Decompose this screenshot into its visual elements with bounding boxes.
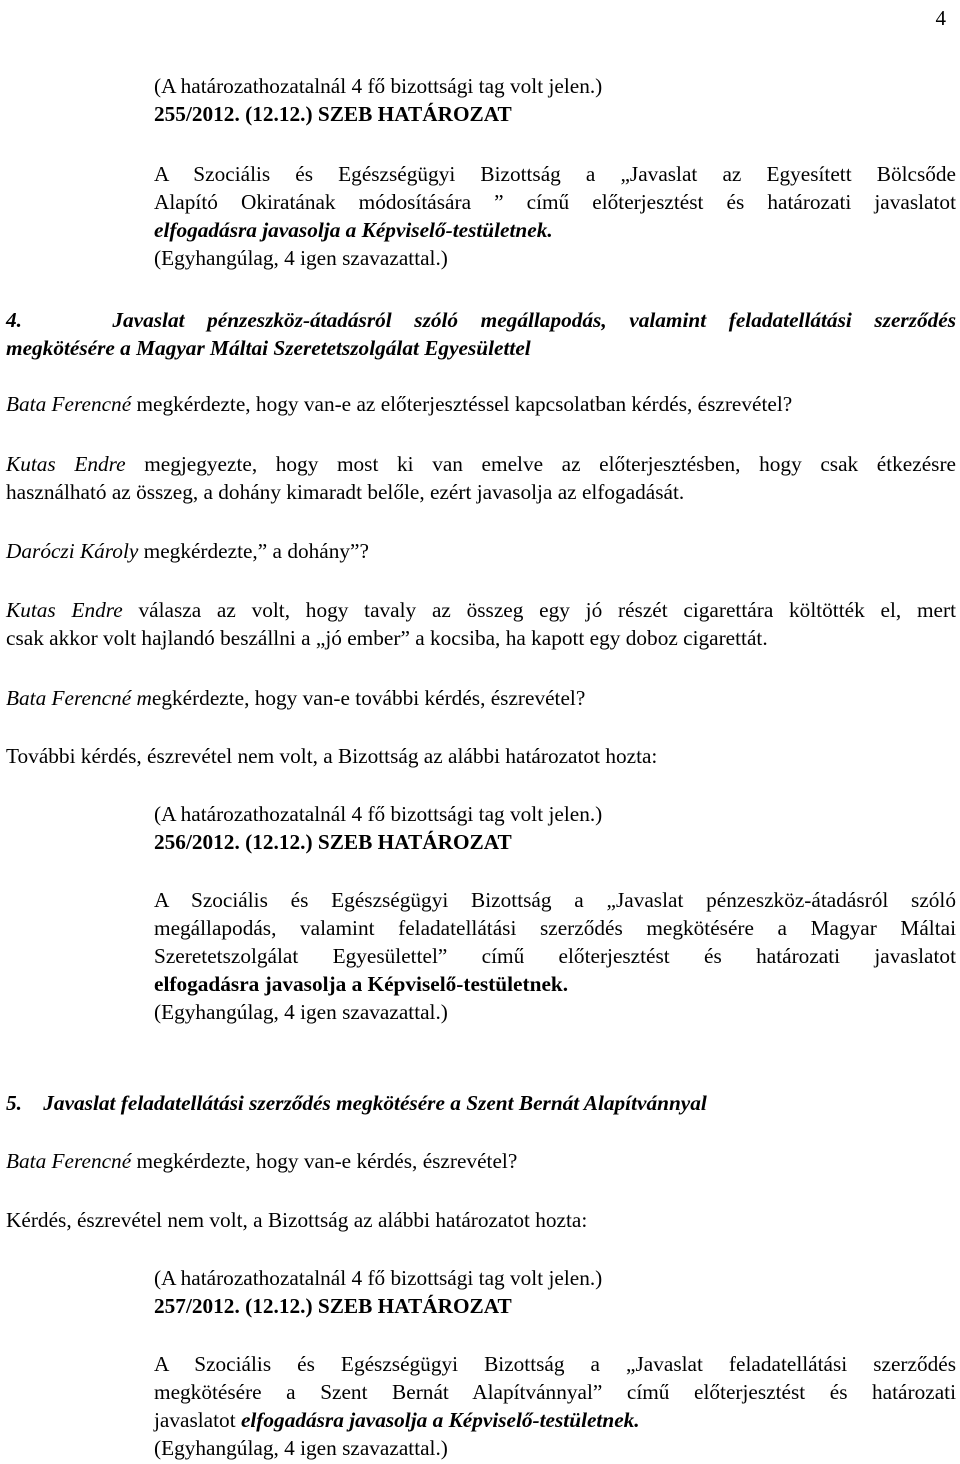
body-line: A Szociális és Egészségügyi Bizottság a „Javaslat az Egyesített Bölcsőde — [154, 162, 956, 186]
section-5-heading — [6, 1089, 956, 1117]
text-span: megkérdezte, hogy van-e az előterjesztéssel kapcsolatban kérdés, észrevétel? — [131, 392, 793, 416]
section-title-line: megkötésére a Magyar Máltai Szeretetszolgálat Egyesülettel — [6, 336, 531, 360]
text-span — [6, 684, 956, 712]
discussion-5 — [6, 684, 956, 712]
discussion-8 — [6, 1206, 956, 1234]
section-4-heading — [6, 306, 956, 362]
text-span: javaslatot — [154, 1408, 241, 1432]
text-span — [6, 537, 956, 565]
body-line: Alapító Okiratának módosítására ” című előterjesztést és határozati javaslatot — [154, 190, 956, 214]
presence-note: (A határozathozatalnál 4 fő bizottsági tag volt jelen.) — [154, 74, 603, 98]
resolution-title: 255/2012. (12.12.) SZEB HATÁROZAT — [154, 102, 512, 126]
speaker-name: Bata Ferencné — [6, 1149, 132, 1173]
text-span — [6, 596, 956, 624]
text-span: Javaslat pénzeszköz-átadásról szóló megállapodás, valamint feladatellátási szerződés — [112, 308, 957, 332]
section-title-line — [6, 1089, 956, 1117]
resolution-title: 257/2012. (12.12.) SZEB HATÁROZAT — [154, 1294, 512, 1318]
body-line — [154, 1406, 956, 1434]
text-span: egkérdezte, hogy van-e további kérdés, észrevétel? — [151, 686, 586, 710]
body-line: A Szociális és Egészségügyi Bizottság a „Javaslat feladatellátási szerződés — [154, 1352, 956, 1376]
section-title-line — [6, 306, 956, 334]
resolution-255 — [154, 72, 956, 128]
text-span: 4. — [6, 308, 22, 332]
vote-note: (Egyhangúlag, 4 igen szavazattal.) — [154, 1000, 448, 1024]
discussion-2 — [6, 450, 956, 506]
discussion-7 — [6, 1147, 956, 1175]
text-span: megkérdezte,” a dohány”? — [138, 539, 369, 563]
text-span — [6, 1147, 956, 1175]
body-line: megkötésére a Szent Bernát Alapítvánnyal” című előterjesztést és határozati — [154, 1380, 956, 1404]
text-span: Javaslat feladatellátási szerződés megkötésére a Szent Bernát Alapítvánnyal — [43, 1091, 707, 1115]
presence-note: (A határozathozatalnál 4 fő bizottsági tag volt jelen.) — [154, 1266, 603, 1290]
resolution-255-body — [154, 160, 956, 272]
resolution-257-body — [154, 1350, 956, 1462]
text-span: elfogadásra javasolja a Képviselő-testületnek. — [240, 1408, 640, 1432]
speaker-name: Kutas Endre — [6, 598, 123, 622]
resolution-256 — [154, 800, 956, 856]
body-line: elfogadásra javasolja a Képviselő-testületnek. — [154, 218, 553, 242]
text-span: További kérdés, észrevétel nem volt, a Bizottság az alábbi határozatot hozta: — [6, 744, 658, 768]
vote-note: (Egyhangúlag, 4 igen szavazattal.) — [154, 1436, 448, 1460]
resolution-257 — [154, 1264, 956, 1320]
discussion-3 — [6, 537, 956, 565]
page-number: 4 — [935, 6, 946, 30]
text-span: válasza az volt, hogy tavaly az összeg egy jó részét cigarettára költötték el, mert — [122, 598, 956, 622]
resolution-title: 256/2012. (12.12.) SZEB HATÁROZAT — [154, 830, 512, 854]
text-span — [6, 450, 956, 478]
text-span: 5. — [6, 1091, 22, 1115]
presence-note: (A határozathozatalnál 4 fő bizottsági tag volt jelen.) — [154, 802, 603, 826]
discussion-1 — [6, 390, 956, 418]
text-span — [6, 390, 956, 418]
text-span: használható az összeg, a dohány kimaradt belőle, ezért javasolja az elfogadását. — [6, 480, 685, 504]
vote-note: (Egyhangúlag, 4 igen szavazattal.) — [154, 246, 448, 270]
body-line: Szeretetszolgálat Egyesülettel” című előterjesztést és határozati javaslatot — [154, 944, 956, 968]
speaker-name: Daróczi Károly — [6, 539, 139, 563]
text-span: Kérdés, észrevétel nem volt, a Bizottság az alábbi határozatot hozta: — [6, 1208, 588, 1232]
body-line: megállapodás, valamint feladatellátási szerződés megkötésére a Magyar Máltai — [154, 916, 956, 940]
text-span: megkérdezte, hogy van-e kérdés, észrevétel? — [131, 1149, 518, 1173]
body-line: A Szociális és Egészségügyi Bizottság a „Javaslat pénzeszköz-átadásról szóló — [154, 888, 956, 912]
discussion-6 — [6, 742, 956, 770]
speaker-name: Bata Ferencné m — [6, 686, 152, 710]
resolution-256-body — [154, 886, 956, 1026]
body-line: elfogadásra javasolja a Képviselő-testületnek. — [154, 972, 569, 996]
text-span: megjegyezte, hogy most ki van emelve az előterjesztésben, hogy csak étkezésre — [125, 452, 956, 476]
speaker-name: Bata Ferencné — [6, 392, 132, 416]
text-span: csak akkor volt hajlandó beszállni a „jó ember” a kocsiba, ha kapott egy doboz cigarettát. — [6, 626, 768, 650]
discussion-4 — [6, 596, 956, 652]
speaker-name: Kutas Endre — [6, 452, 126, 476]
